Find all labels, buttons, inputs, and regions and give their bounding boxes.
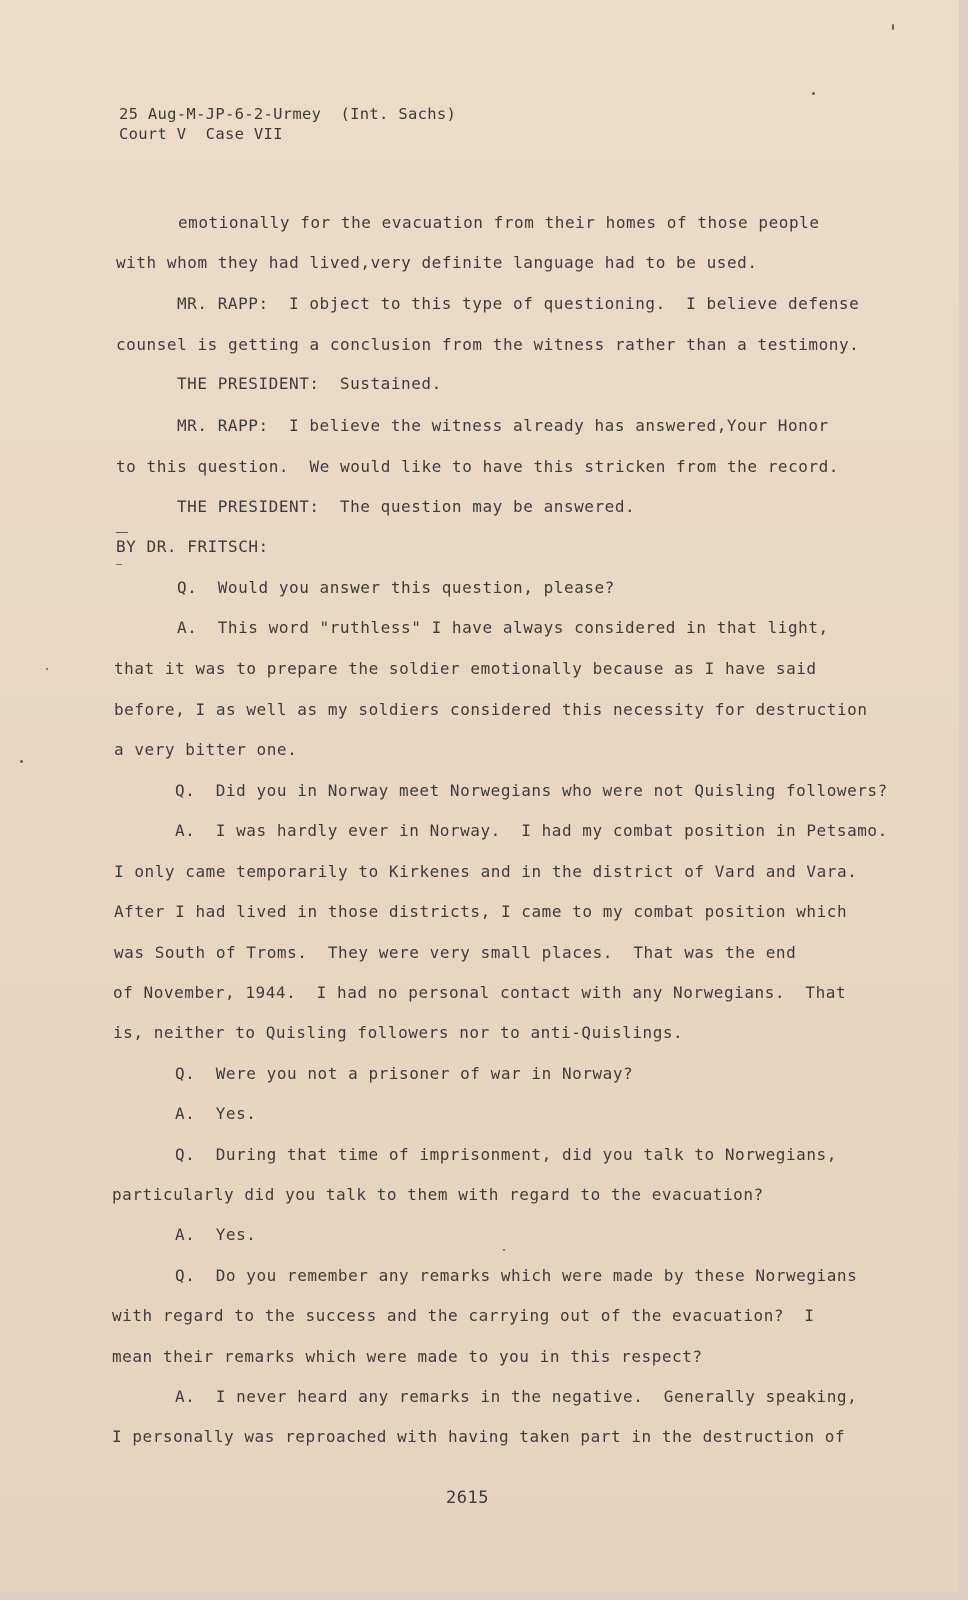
body-line: Q. Do you remember any remarks which were made by these Norwegians — [175, 1266, 858, 1285]
body-line: THE PRESIDENT: Sustained. — [177, 374, 442, 393]
body-line: BY DR. FRITSCH: — [116, 537, 269, 556]
body-line: After I had lived in those districts, I came to my combat position which — [114, 902, 848, 921]
margin-mark — [116, 532, 128, 533]
body-line: is, neither to Quisling followers nor to anti-Quislings. — [113, 1023, 684, 1042]
body-line: MR. RAPP: I believe the witness already has answered,Your Honor — [177, 416, 829, 435]
body-line: A. This word "ruthless" I have always considered in that light, — [177, 618, 829, 637]
paper-speck — [503, 1249, 505, 1251]
paper-speck — [46, 668, 48, 670]
body-line: to this question. We would like to have this stricken from the record. — [116, 457, 839, 476]
body-line: with regard to the success and the carrying out of the evacuation? I — [112, 1306, 815, 1325]
body-line: Q. Did you in Norway meet Norwegians who were not Quisling followers? — [175, 781, 888, 800]
body-line: a very bitter one. — [114, 740, 298, 759]
page-header — [119, 104, 456, 144]
body-line: I personally was reproached with having taken part in the destruction of — [112, 1427, 846, 1446]
body-line: THE PRESIDENT: The question may be answered. — [177, 497, 636, 516]
page-number: 2615 — [446, 1488, 489, 1508]
body-line: that it was to prepare the soldier emotionally because as I have said — [114, 659, 817, 678]
body-line: MR. RAPP: I object to this type of questioning. I believe defense — [177, 294, 860, 313]
paper-speck — [892, 24, 894, 30]
body-line: with whom they had lived,very definite language had to be used. — [116, 253, 758, 272]
body-line: Q. Were you not a prisoner of war in Norway? — [175, 1064, 634, 1083]
margin-mark — [116, 564, 122, 565]
body-line: A. Yes. — [175, 1225, 257, 1244]
body-line: I only came temporarily to Kirkenes and in the district of Vard and Vara. — [114, 862, 858, 881]
paper-speck — [812, 92, 815, 95]
body-line: A. I never heard any remarks in the negative. Generally speaking, — [175, 1387, 858, 1406]
paper-speck — [20, 760, 23, 763]
page-edge-bottom — [0, 1592, 968, 1600]
page-edge-right — [959, 0, 968, 1600]
body-line: Q. Would you answer this question, please? — [177, 578, 615, 597]
body-line: before, I as well as my soldiers considered this necessity for destruction — [114, 700, 868, 719]
body-line: counsel is getting a conclusion from the witness rather than a testimony. — [116, 335, 860, 354]
header-line-2: Court V Case VII — [119, 125, 283, 143]
body-line: mean their remarks which were made to you in this respect? — [112, 1347, 703, 1366]
body-line: A. Yes. — [175, 1104, 257, 1123]
body-line: particularly did you talk to them with regard to the evacuation? — [112, 1185, 764, 1204]
body-line: of November, 1944. I had no personal contact with any Norwegians. That — [113, 983, 847, 1002]
header-line-1: 25 Aug-M-JP-6-2-Urmey (Int. Sachs) — [119, 105, 457, 123]
body-line: emotionally for the evacuation from their homes of those people — [178, 213, 820, 232]
body-line: was South of Troms. They were very small places. That was the end — [114, 943, 797, 962]
body-line: Q. During that time of imprisonment, did you talk to Norwegians, — [175, 1145, 837, 1164]
body-line: A. I was hardly ever in Norway. I had my combat position in Petsamo. — [175, 821, 888, 840]
